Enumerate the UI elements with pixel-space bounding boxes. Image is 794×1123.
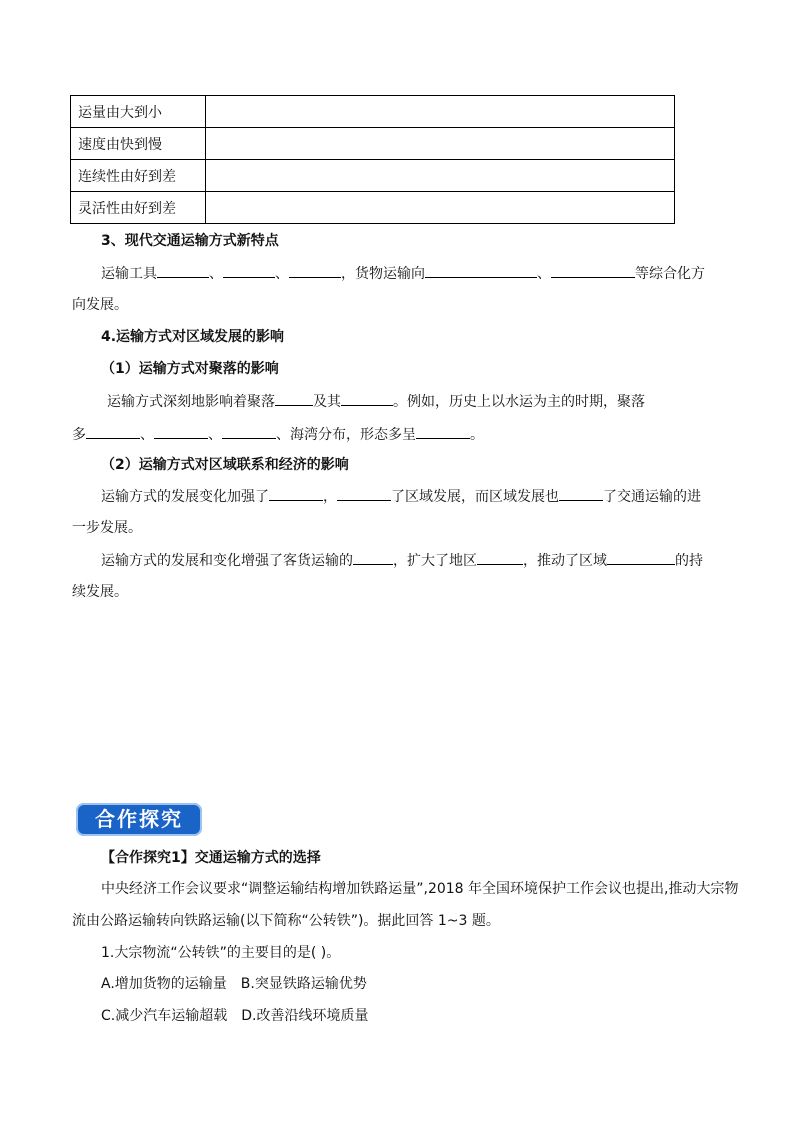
intro-line-1: 中央经济工作会议要求“调整运输结构增加铁路运量”,2018 年全国环境保护工作会议也提出,推动大宗物 [101, 881, 739, 897]
text: 、 [537, 266, 551, 282]
subsection-1-heading: （1）运输方式对聚落的影响 [101, 361, 279, 377]
economy-paragraph-line-4: 续发展。 [72, 584, 128, 600]
options-row-1 [101, 974, 367, 994]
text: 的持 [675, 553, 703, 569]
options-row-2 [101, 1006, 368, 1026]
fill-blank[interactable] [223, 263, 275, 278]
fill-blank[interactable] [353, 550, 393, 565]
fill-blank[interactable] [222, 424, 276, 439]
section-4-heading: 4.运输方式对区域发展的影响 [101, 329, 285, 345]
fill-blank[interactable] [559, 486, 603, 501]
text: 运输方式的发展变化加强了 [101, 489, 269, 505]
text: 。 [470, 427, 484, 443]
text: 运输方式深刻地影响着聚落 [107, 394, 275, 410]
fill-blank[interactable] [289, 263, 341, 278]
text: 运输工具 [101, 266, 157, 282]
fill-blank[interactable] [607, 550, 675, 565]
fill-blank[interactable] [551, 263, 635, 278]
text: 等综合化方 [635, 266, 705, 282]
fill-blank[interactable] [269, 486, 323, 501]
section-3-paragraph-line-2: 向发展。 [72, 297, 128, 313]
row-label: 灵活性由好到差 [71, 192, 206, 224]
option-b[interactable]: B.突显铁路运输优势 [240, 976, 367, 992]
table-row [71, 160, 675, 192]
fill-blank[interactable] [337, 486, 391, 501]
text: 。例如，历史上以水运为主的时期，聚落 [393, 394, 645, 410]
row-value-cell[interactable] [206, 192, 675, 224]
economy-paragraph-line-1 [101, 486, 701, 507]
table-row [71, 192, 675, 224]
text: 及其 [313, 394, 341, 410]
question-1: 1.大宗物流“公转铁”的主要目的是( )。 [101, 945, 341, 961]
row-value-cell[interactable] [206, 160, 675, 192]
row-value-cell[interactable] [206, 128, 675, 160]
fill-blank[interactable] [416, 424, 470, 439]
option-a[interactable]: A.增加货物的运输量 [101, 976, 227, 992]
row-label: 速度由快到慢 [71, 128, 206, 160]
row-label: 连续性由好到差 [71, 160, 206, 192]
text: 了交通运输的进 [603, 489, 701, 505]
cooperative-inquiry-heading: 【合作探究1】交通运输方式的选择 [101, 850, 321, 866]
text: 、 [275, 266, 289, 282]
text: ，推动了区域 [523, 553, 607, 569]
text: 多 [72, 427, 86, 443]
text: 、 [140, 427, 154, 443]
transport-comparison-table [70, 95, 675, 224]
text: ，扩大了地区 [393, 553, 477, 569]
fill-blank[interactable] [157, 263, 209, 278]
intro-line-2: 流由公路运输转向铁路运输(以下简称“公转铁”)。据此回答 1~3 题。 [72, 913, 500, 929]
section-3-heading: 3、现代交通运输方式新特点 [101, 233, 279, 249]
table-row [71, 128, 675, 160]
table-row [71, 96, 675, 128]
text: ，货物运输向 [341, 266, 425, 282]
option-d[interactable]: D.改善沿线环境质量 [241, 1008, 369, 1024]
fill-blank[interactable] [425, 263, 537, 278]
settlement-paragraph-line-2 [72, 424, 484, 445]
fill-blank[interactable] [341, 391, 393, 406]
fill-blank[interactable] [154, 424, 208, 439]
fill-blank[interactable] [477, 550, 523, 565]
text: ， [323, 489, 337, 505]
economy-paragraph-line-3 [101, 550, 703, 571]
fill-blank[interactable] [86, 424, 140, 439]
fill-blank[interactable] [275, 391, 313, 406]
section-3-paragraph-line-1 [101, 263, 705, 284]
settlement-paragraph-line-1 [107, 391, 645, 412]
row-value-cell[interactable] [206, 96, 675, 128]
text: 、 [209, 266, 223, 282]
text: 、海湾分布，形态多呈 [276, 427, 416, 443]
option-c[interactable]: C.减少汽车运输超载 [101, 1008, 228, 1024]
economy-paragraph-line-2: 一步发展。 [72, 520, 142, 536]
cooperative-inquiry-badge [76, 803, 202, 836]
text: 了区域发展，而区域发展也 [391, 489, 559, 505]
text: 运输方式的发展和变化增强了客货运输的 [101, 553, 353, 569]
badge-label: 合作探究 [95, 807, 183, 831]
row-label: 运量由大到小 [71, 96, 206, 128]
subsection-2-heading: （2）运输方式对区域联系和经济的影响 [101, 457, 349, 473]
text: 、 [208, 427, 222, 443]
